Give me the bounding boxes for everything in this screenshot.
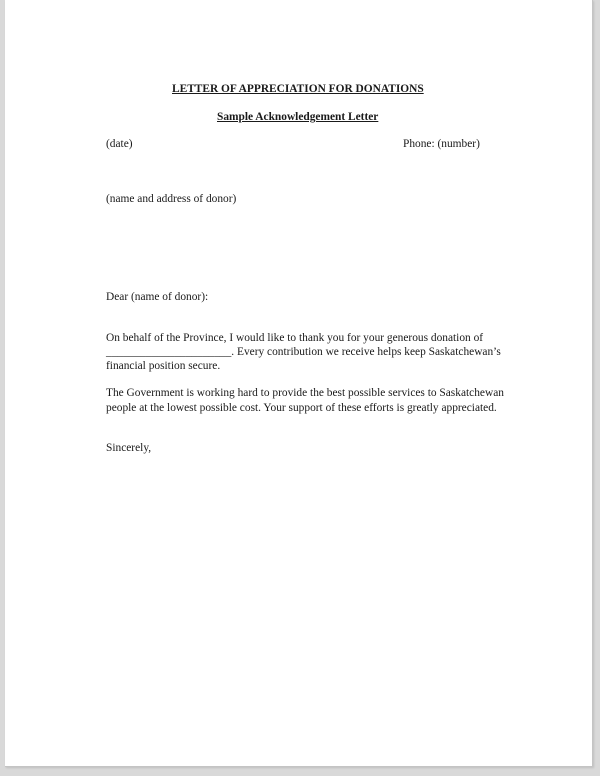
- letter-title: LETTER OF APPRECIATION FOR DONATIONS: [172, 83, 424, 95]
- paragraph1-line3: financial position secure.: [106, 360, 221, 372]
- paragraph1-line1: On behalf of the Province, I would like to thank you for your generous donation of: [106, 332, 484, 344]
- donor-address: (name and address of donor): [106, 193, 237, 205]
- salutation: Dear (name of donor):: [106, 291, 209, 303]
- phone-line: Phone: (number): [403, 138, 480, 150]
- letter-subtitle: Sample Acknowledgement Letter: [217, 111, 379, 123]
- paragraph2-line1: The Government is working hard to provide the best possible services to Saskatchewan: [106, 387, 504, 399]
- date-placeholder: (date): [106, 138, 133, 150]
- closing: Sincerely,: [106, 442, 152, 454]
- paragraph1-line2: ______________________. Every contribution we receive helps keep Saskatchewan’s: [106, 346, 501, 358]
- paragraph2-line2: people at the lowest possible cost. Your support of these efforts is greatly appreciated.: [106, 402, 497, 414]
- document-page: [5, 0, 593, 767]
